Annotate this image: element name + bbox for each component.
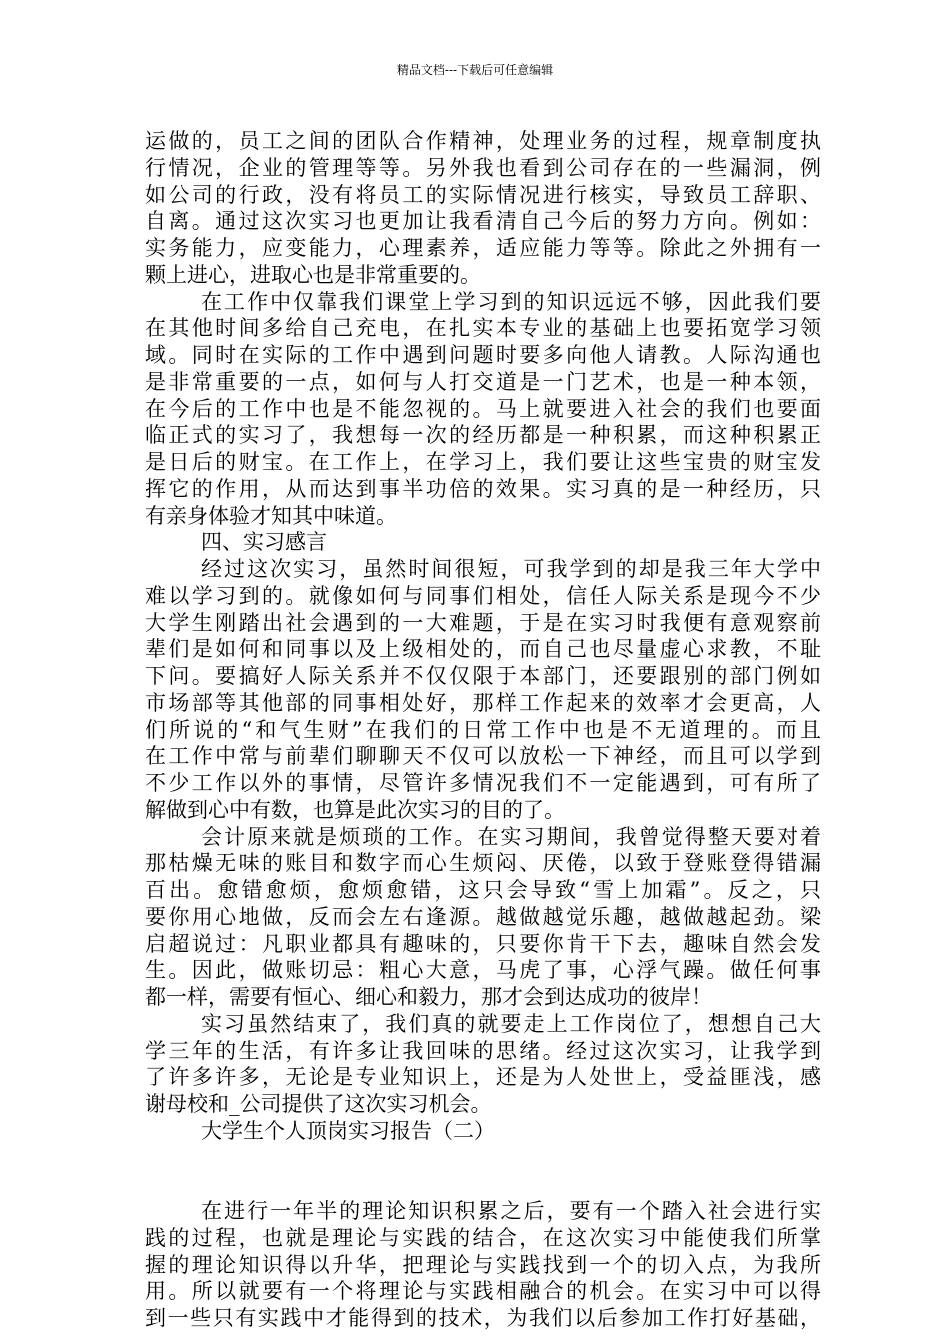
paragraph-first-line: 在进行一年半的理论知识积累之后，要有一个踏入社会进行实 xyxy=(201,1199,821,1223)
text-line: 学三年的生活，有许多让我回味的思绪。经过这次实习，让我学到 xyxy=(145,1038,821,1063)
document-body xyxy=(145,128,821,1332)
text-line: 下问。要搞好人际关系并不仅仅限于本部门，还要跟别的部门例如 xyxy=(145,664,821,688)
page-header: 精品文档---下载后可任意编辑 xyxy=(396,63,554,77)
text-line: 生。因此，做账切忌：粗心大意，马虎了事，心浮气躁。做任何事 xyxy=(145,958,821,983)
text-line: 了许多许多，无论是专业知识上，还是为人处世上，受益匪浅，感 xyxy=(145,1065,821,1090)
text-line: 域。同时在实际的工作中遇到问题时要多向他人请教。人际沟通也 xyxy=(145,343,821,367)
text-line: 践的过程，也就是理论与实践的结合，在这次实习中能使我们所掌 xyxy=(145,1225,821,1250)
text-line: 在今后的工作中也是不能忽视的。马上就要进入社会的我们也要面 xyxy=(145,396,821,421)
text-line: 要你用心地做，反而会左右逢源。越做越觉乐趣，越做越起劲。梁 xyxy=(145,904,821,929)
text-line: 都一样，需要有恒心、细心和毅力，那才会到达成功的彼岸！ xyxy=(145,985,712,1009)
text-line: 们所说的“和气生财”在我们的日常工作中也是不无道理的。而且 xyxy=(145,717,821,742)
text-line: 在工作中常与前辈们聊聊天不仅可以放松一下神经，而且可以学到 xyxy=(145,744,821,769)
text-line: 到一些只有实践中才能得到的技术，为我们以后参加工作打好基础， xyxy=(145,1306,821,1330)
text-line: 临正式的实习了，我想每一次的经历都是一种积累，而这种积累正 xyxy=(145,423,821,448)
text-line: 那枯燥无味的账目和数字而心生烦闷、厌倦，以致于登账登得错漏 xyxy=(145,851,821,876)
section-heading: 四、实习感言 xyxy=(201,530,327,555)
paragraph-first-line: 会计原来就是烦琐的工作。在实习期间，我曾觉得整天要对着 xyxy=(201,824,821,849)
text-line: 行情况，企业的管理等等。另外我也看到公司存在的一些漏洞，例 xyxy=(145,155,821,180)
text-line: 在其他时间多给自己充电，在扎实本专业的基础上也要拓宽学习领 xyxy=(145,316,821,341)
text-line: 谢母校和_公司提供了这次实习机会。 xyxy=(145,1092,492,1116)
text-line: 挥它的作用，从而达到事半功倍的效果。实习真的是一种经历，只 xyxy=(145,476,821,501)
text-line: 颗上进心，进取心也是非常重要的。 xyxy=(145,262,481,287)
text-line: 实务能力，应变能力，心理素养，适应能力等等。除此之外拥有一 xyxy=(145,236,821,260)
text-line: 运做的，员工之间的团队合作精神，处理业务的过程，规章制度执 xyxy=(145,129,821,153)
text-line: 如公司的行政，没有将员工的实际情况进行核实，导致员工辞职、 xyxy=(145,182,821,207)
text-line: 辈们是如何和同事以及上级相处的，而自己也尽量虚心求教，不耻 xyxy=(145,637,821,662)
text-line: 启超说过：凡职业都具有趣味的，只要你肯干下去，趣味自然会发 xyxy=(145,931,821,956)
text-line: 自离。通过这次实习也更加让我看清自己今后的努力方向。例如： xyxy=(145,209,821,234)
paragraph-first-line: 在工作中仅靠我们课堂上学习到的知识远远不够，因此我们要 xyxy=(201,289,821,314)
paragraph-first-line: 经过这次实习，虽然时间很短，可我学到的却是我三年大学中 xyxy=(201,557,821,581)
blank-space xyxy=(145,1145,821,1199)
paragraph-first-line: 实习虽然结束了，我们真的就要走上工作岗位了，想想自己大 xyxy=(201,1011,821,1036)
text-line: 难以学习到的。就像如何与同事们相处，信任人际关系是现今不少 xyxy=(145,583,821,608)
text-line: 百出。愈错愈烦，愈烦愈错，这只会导致“雪上加霜”。反之，只 xyxy=(145,878,821,902)
text-line: 大学生刚踏出社会遇到的一大难题，于是在实习时我便有意观察前 xyxy=(145,610,821,635)
text-line: 握的理论知识得以升华，把理论与实践找到一个的切入点，为我所 xyxy=(145,1252,821,1277)
text-line: 解做到心中有数，也算是此次实习的目的了。 xyxy=(145,797,565,822)
text-line: 有亲身体验才知其中味道。 xyxy=(145,503,397,528)
text-line: 是非常重要的一点，如何与人打交道是一门艺术，也是一种本领， xyxy=(145,369,821,394)
text-line: 不少工作以外的事情，尽管许多情况我们不一定能遇到，可有所了 xyxy=(145,771,821,795)
text-line: 用。所以就要有一个将理论与实践相融合的机会。在实习中可以得 xyxy=(145,1279,821,1304)
text-line: 是日后的财宝。在工作上，在学习上，我们要让这些宝贵的财宝发 xyxy=(145,450,821,474)
report-subtitle: 大学生个人顶岗实习报告（二） xyxy=(201,1118,495,1143)
text-line: 市场部等其他部的同事相处好，那样工作起来的效率才会更高，人 xyxy=(145,690,821,715)
